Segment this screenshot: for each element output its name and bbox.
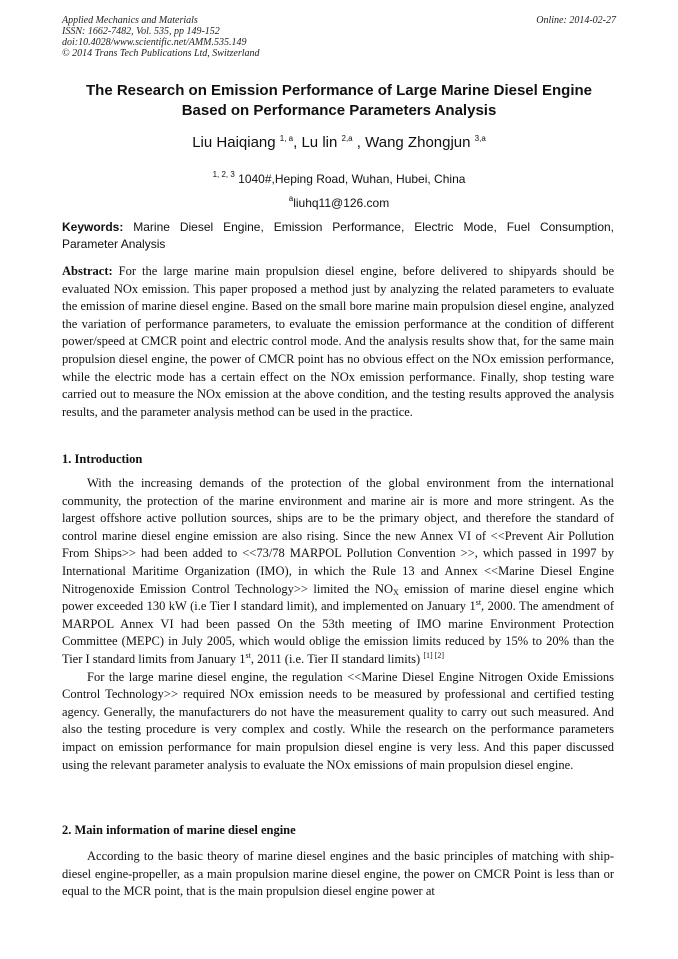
subscript: X bbox=[393, 587, 399, 597]
online-date: Online: 2014-02-27 bbox=[536, 15, 616, 26]
author-name: Wang Zhongjun bbox=[365, 134, 475, 151]
abstract-label: Abstract: bbox=[62, 264, 113, 278]
author-name: Liu Haiqiang bbox=[192, 134, 280, 151]
section-heading-main-info: 2. Main information of marine diesel engine bbox=[62, 823, 296, 837]
keywords-label: Keywords: bbox=[62, 220, 124, 234]
keywords bbox=[62, 219, 614, 253]
author-name: Lu lin bbox=[301, 134, 342, 151]
superscript: st bbox=[245, 650, 251, 660]
paragraph bbox=[62, 475, 614, 669]
issn-line: ISSN: 1662-7482, Vol. 535, pp 149-152 bbox=[62, 26, 220, 37]
author-separator: , bbox=[293, 134, 302, 151]
affiliation-text: 1040#,Heping Road, Wuhan, Hubei, China bbox=[234, 172, 466, 186]
keywords-text: Marine Diesel Engine, Emission Performance, Electric Mode, Fuel Consumption, Parameter Analysis bbox=[62, 220, 614, 251]
paragraph-text: emission of marine diesel engine which power exceeded 130 kW (i.e Tier Ⅰ standard limit), and implemented on January 1 bbox=[62, 581, 614, 614]
author-separator: , bbox=[352, 134, 366, 151]
abstract-text: For the large marine main propulsion diesel engine, before delivered to shipyards should be evaluated NOx emission. This paper proposed a method just by analyzing the related parameters to evaluate the emission of marine diesel engine. Based on the small bore marine main propulsion diesel engine, analyzed the variation of performance parameters, to evaluate the emission performance at the condition of different power/speed at CMCR point and electric control mode. And the analysis results show that, for the same main propulsion diesel engine, the power of CMCR point has no obvious effect on the NOx emission performance, while the electric mode has a certain effect on the NOx emission performance. Finally, shop testing ware carried out to measure the NOx emission at the above condition, and the testing results approved the analysis results, and the parameter analysis method can be used in the practice. bbox=[62, 264, 614, 419]
citation-ref: [1] [2] bbox=[423, 650, 444, 660]
affiliation-mark: 1, 2, 3 bbox=[212, 170, 235, 179]
affiliation bbox=[0, 170, 678, 186]
paragraph-text: With the increasing demands of the protection of the global environment from the international community, the protection of the marine environment and marine air is more and more stringent. As the largest offshore active pollution sources, ships are to be the primary object, and therefore the standard of control marine diesel engine emission are also rising. Since the new Annex VI of <<Prevent Air Pollution From Ships>> had been added to <<73/78 MARPOL Pollution Convention >>, which passed in 1997 by International Maritime Organization (IMO), in which the Rule 13 and Annex <<Marine Diesel Engine Nitrogenoxide Emission Control Technology>> limited the NO bbox=[62, 476, 614, 596]
journal-name: Applied Mechanics and Materials bbox=[62, 15, 198, 26]
author-email bbox=[0, 194, 678, 210]
author-affil-mark: 3,a bbox=[474, 134, 486, 143]
email-text: liuhq11@126.com bbox=[293, 196, 390, 210]
paragraph-text: , 2000. The amendment of MARPOL Annex VI had been passed On the 53th meeting of IMO marine Environment Protection Committee (MEPC) in July 2005, which would oblige the emission limits reduced by 15% to 20% than the Tier I standard limits from January 1 bbox=[62, 599, 614, 666]
abstract bbox=[62, 263, 614, 421]
paragraph: For the large marine diesel engine, the regulation <<Marine Diesel Engine Nitrogen Oxide Emissions Control Technology>> required NOx emission needs to be measured by professional and certified testing agency. Generally, the manufacturers do not have the measurement quality to carry out such measured. And also the testing procedure is very complex and costly. While the research on the performance parameters impact on emission performance for main propulsion diesel engine is very less. And this paper discussed using the relevant parameter analysis to evaluate the NOx emissions of main propulsion diesel engine. bbox=[62, 669, 614, 772]
title-line-2: Based on Performance Parameters Analysis bbox=[181, 102, 497, 119]
journal-meta bbox=[62, 15, 260, 59]
paragraph-text: , 2011 (i.e. Tier II standard limits) bbox=[250, 651, 424, 666]
paragraph: According to the basic theory of marine diesel engines and the basic principles of matching with ship-diesel engine-propeller, as a main propulsion marine diesel engine, the power on CMCR Point is less than or equal to the MCR point, that is the main propulsion diesel engine power at bbox=[62, 849, 614, 899]
section-heading-introduction: 1. Introduction bbox=[62, 452, 143, 466]
copyright-line: © 2014 Trans Tech Publications Ltd, Switzerland bbox=[62, 48, 260, 59]
title-line-1: The Research on Emission Performance of Large Marine Diesel Engine bbox=[86, 82, 592, 99]
author-list bbox=[0, 134, 678, 151]
author-affil-mark: 2,a bbox=[341, 134, 353, 143]
superscript: st bbox=[475, 598, 482, 608]
introduction-body bbox=[62, 475, 614, 774]
section2-body bbox=[62, 848, 614, 901]
doi-line: doi:10.4028/www.scientific.net/AMM.535.149 bbox=[62, 37, 247, 48]
author-affil-mark: 1, a bbox=[279, 134, 294, 143]
paper-title bbox=[50, 81, 628, 121]
email-mark: a bbox=[288, 194, 294, 203]
